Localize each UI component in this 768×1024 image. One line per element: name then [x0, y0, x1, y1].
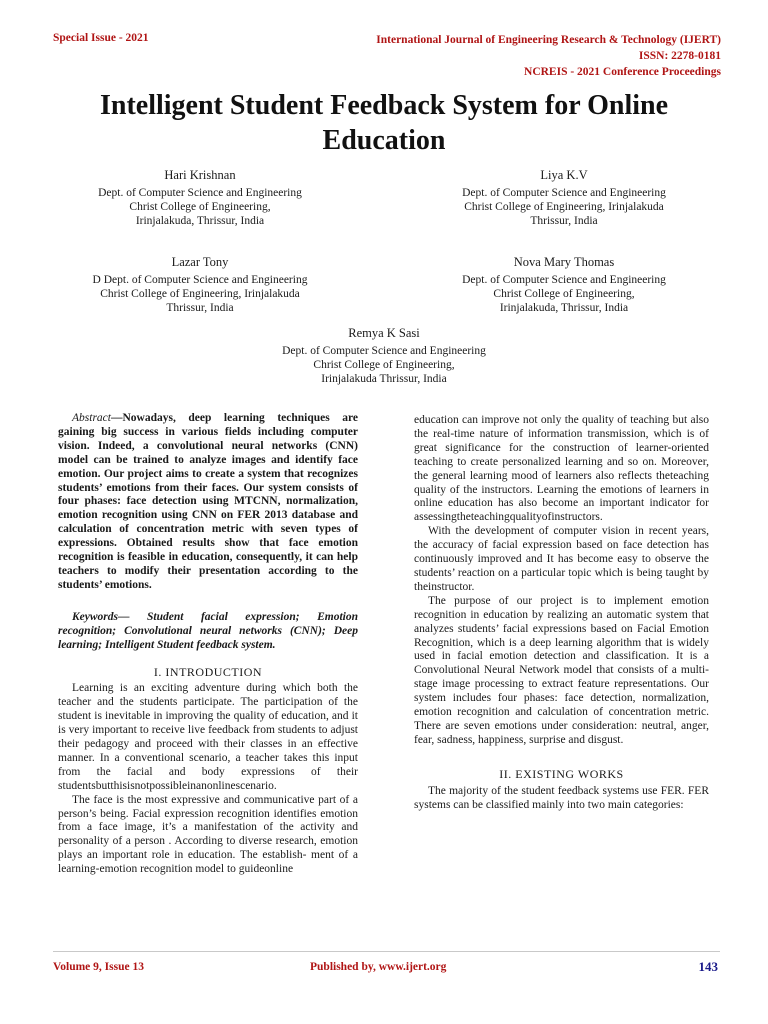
right-column — [414, 414, 709, 812]
abstract-label: Abstract — [72, 412, 111, 424]
paragraph: Learning is an exciting adventure during which both the teacher and the students participate. The participation of the student is inevitable in improving the quality of education, and it is very important to receive live feedback from students to adjust their pedagogy and proceed with their classes in an effective manner. In a conventional scenario, a teacher takes this input from the facial and body expressions of their studentsbutthisisnotpossibleinanonlinescenario. — [58, 682, 358, 792]
author-block-4: Nova Mary Thomas Dept. of Computer Science and Engineering Christ College of Engineering, Irinjalakuda, Thrissur, India — [424, 253, 704, 315]
paragraph: education can improve not only the quality of teaching but also the real-time nature of information transmission, which is of great significance for the construction of learner-oriented teaching to create personalized learning and so on. Moreover, the general learning mood of learners also reflects theteaching quality of the instructors. Learning the emotions of learners in online education has also become an important indicator for assessingtheteachingqualityofinstructors. — [414, 414, 709, 524]
author-block-5: Remya K Sasi Dept. of Computer Science and Engineering Christ College of Engineering, Irinjalakuda Thrissur, India — [244, 324, 524, 386]
running-header-issue: Special Issue - 2021 — [53, 32, 149, 44]
paper-title: Intelligent Student Feedback System for Online Education — [99, 90, 669, 156]
author-name: Hari Krishnan — [164, 168, 236, 182]
abstract — [58, 412, 358, 593]
paragraph: The face is the most expressive and communicative part of a person’s being. Facial expression recognition identifies emotion from a face image, it’s a manifestation of the activity and personality of a person . According to diverse research, emotion plays an important role in education. The establish- ment of a learning-emotion recognition model to guideonline — [58, 793, 358, 876]
author-block-1: Hari Krishnan Dept. of Computer Science and Engineering Christ College of Engineering, Irinjalakuda, Thrissur, India — [60, 166, 340, 228]
author-block-3: Lazar Tony D Dept. of Computer Science and Engineering Christ College of Engineering, Irinjalakuda Thrissur, India — [60, 253, 340, 315]
paragraph: With the development of computer vision in recent years, the accuracy of facial expression based on face detection has continuously improved and It has become easy to observe the students’ reaction on a particular topic which is being taught by theinstructor. — [414, 525, 709, 593]
paragraph: The majority of the student feedback systems use FER. FER systems can be classified mainly into two main categories: — [414, 784, 709, 811]
section-heading-introduction: I. INTRODUCTION — [153, 664, 263, 679]
section-heading-existing-works: II. EXISTING WORKS — [499, 766, 624, 781]
keywords: Keywords— Student facial expression; Emotion recognition; Convolutional neural networks (CNN); Deep learning; Intelligent Student feedback system. — [58, 610, 358, 651]
running-header-journal — [376, 32, 721, 80]
author-name: Nova Mary Thomas — [513, 255, 615, 269]
footer-volume: Volume 9, Issue 13 — [53, 961, 144, 973]
conference-name: NCREIS - 2021 Conference Proceedings — [524, 66, 721, 78]
author-block-2: Liya K.V Dept. of Computer Science and Engineering Christ College of Engineering, Irinjalakuda Thrissur, India — [424, 166, 704, 228]
journal-issn: ISSN: 2278-0181 — [638, 50, 721, 62]
journal-name: International Journal of Engineering Research & Technology (IJERT) — [376, 34, 721, 46]
paragraph: The purpose of our project is to implement emotion recognition in education by realizing an automatic system that analyzes students’ facial expressions based on Facial Emotion Recognition, which is a deep learning algorithm that is widely used in facial emotion detection and classification. It is a Convolutional Neural Network model that consists of a multi- stage image processing to extract feature representations. Our system includes four phases: face detection, normalization, emotion recognition and calculation of concentration metric. There are seven emotions under consideration: neutral, anger, fear, sadness, happiness, surprise and disgust. — [414, 594, 709, 746]
author-name: Lazar Tony — [171, 255, 229, 269]
page-number: 143 — [698, 959, 718, 974]
author-name: Liya K.V — [540, 168, 588, 182]
abstract-text: —Nowadays, deep learning techniques are gaining big success in various fields including computer vision. Indeed, a convolutional neural networks (CNN) model can be trained to analyze images and identify face emotion. Our project aims to create a system that recognizes students’ emotions from their faces. Our system consists of four phases: face detection using MTCNN, normalization, emotion recognition using CNN on FER 2013 database and calculation of concentration metric with seven types of expressions. Obtained results show that face emotion recognition is feasible in education, consequently, it can help teachers to modify their presentation according to the students’ emotions. — [58, 412, 358, 591]
footer-divider — [53, 951, 720, 952]
footer-publisher: Published by, www.ijert.org — [310, 961, 447, 973]
author-name: Remya K Sasi — [348, 326, 420, 340]
left-column — [58, 412, 358, 877]
